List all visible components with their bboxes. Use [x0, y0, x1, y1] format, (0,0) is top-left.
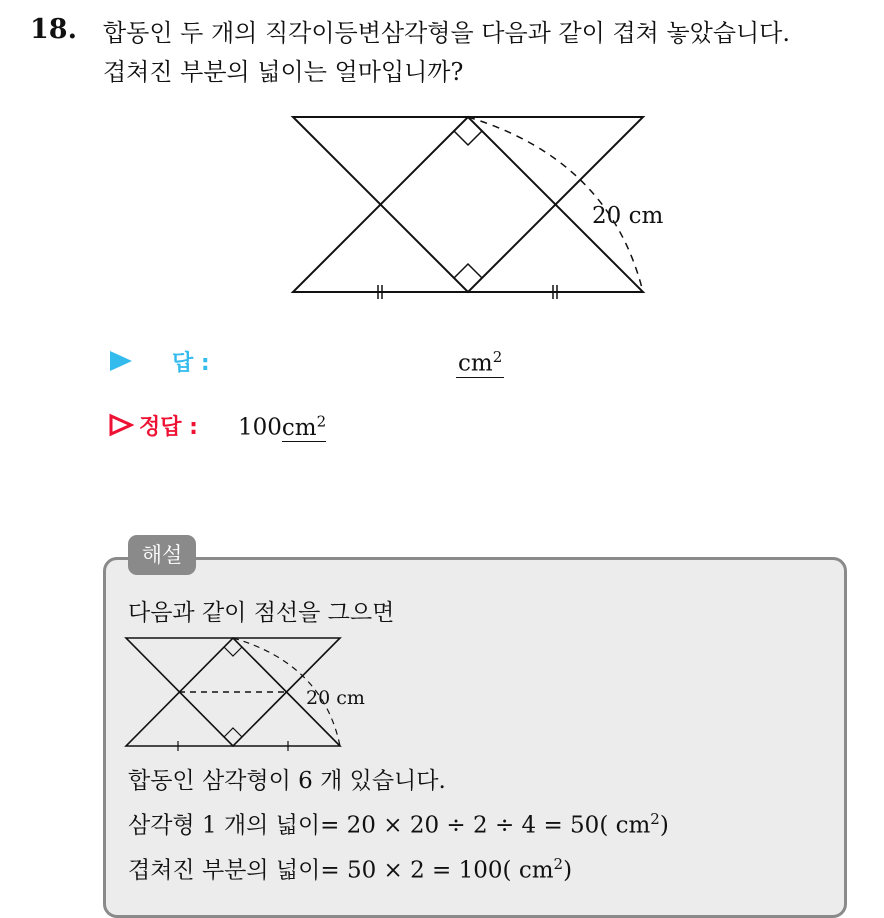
- top-triangle: [293, 117, 643, 292]
- explanation-line-4: 겹쳐진 부분의 넓이= 50 × 2 = 100( $cm^2$): [128, 854, 573, 884]
- question-line-1: 합동인 두 개의 직각이등변삼각형을 다음과 같이 겹쳐 놓았습니다.: [103, 19, 790, 47]
- right-angle-mark-bottom: [454, 264, 482, 278]
- explanation-line-2: 합동인 삼각형이 6 개 있습니다.: [128, 768, 446, 794]
- overlapping-triangles-figure: [280, 100, 680, 305]
- answer-unit: $cm^2$: [458, 348, 503, 377]
- explanation-figure: [118, 630, 378, 755]
- length-label: 20 cm: [592, 203, 664, 229]
- explanation-tag: 해설: [128, 535, 196, 575]
- solution-value: $100cm^2$: [238, 412, 327, 441]
- question-number: 18.: [30, 14, 77, 45]
- explanation-lines: [128, 762, 669, 889]
- outline-triangle-icon: [108, 413, 134, 437]
- bottom-triangle: [293, 117, 643, 292]
- question-text: [103, 14, 873, 92]
- length-label-small: 20 cm: [306, 687, 365, 709]
- question-line-2: 겹쳐진 부분의 넓이는 얼마입니까?: [103, 58, 464, 86]
- answer-label: 답 :: [172, 351, 210, 376]
- filled-triangle-icon: [108, 349, 134, 373]
- right-angle-mark-bottom-small: [224, 728, 242, 737]
- right-angle-mark-top-small: [224, 647, 242, 656]
- right-angle-mark-top: [454, 131, 482, 145]
- solution-label: 정답 :: [139, 415, 198, 440]
- explanation-line-3: 삼각형 1 개의 넓이= 20 × 20 ÷ 2 ÷ 4 = 50( $cm^2$): [128, 810, 669, 839]
- explanation-line-1: 다음과 같이 점선을 그으면: [128, 600, 395, 626]
